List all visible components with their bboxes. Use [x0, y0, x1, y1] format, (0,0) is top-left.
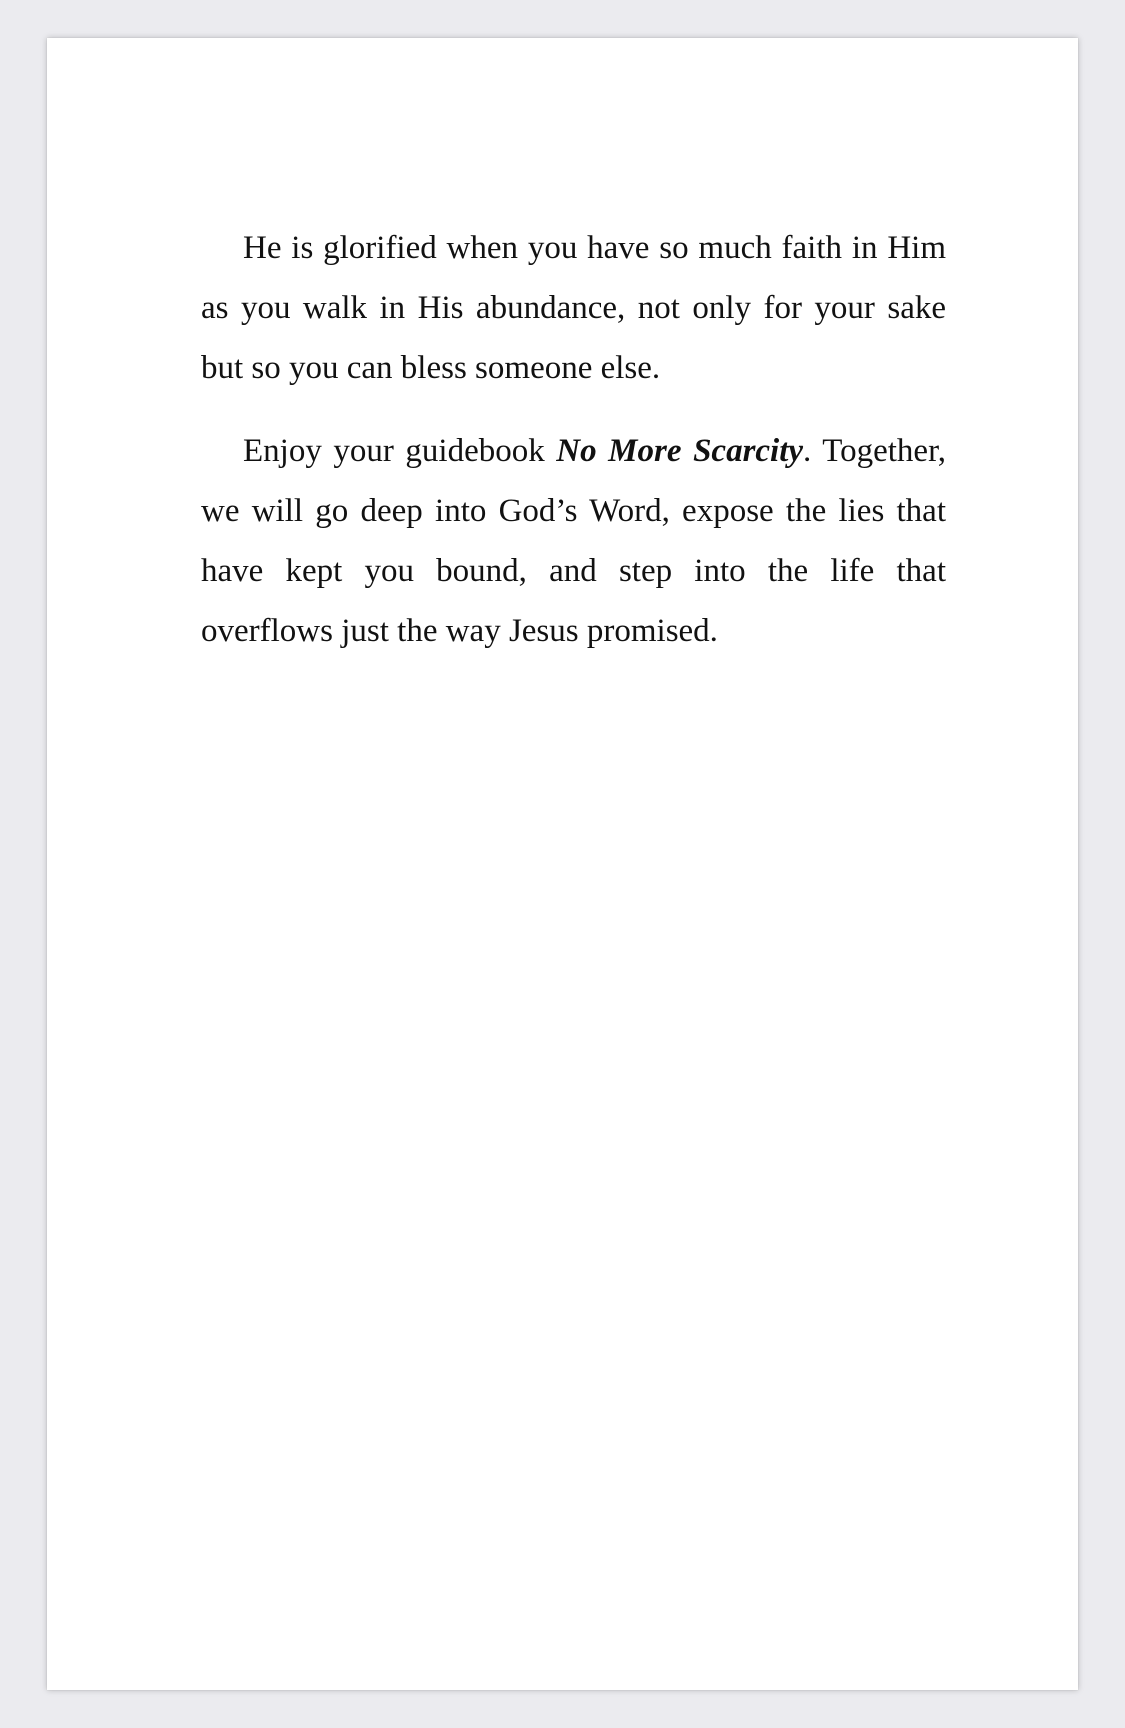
paragraph-guidebook-lead: Enjoy your guidebook: [243, 433, 557, 469]
document-page: [47, 38, 1078, 1690]
book-title: No More Scarcity: [556, 433, 804, 469]
paragraph-guidebook: [201, 421, 946, 661]
page-body: [201, 218, 946, 661]
paragraph-glorified: [201, 218, 946, 398]
paragraph-guidebook-rest: . Together, we will go deep into God’s Word, expose the lies that have kept you bound, and step into the life that overflows just the way Jesus promised.: [201, 433, 946, 649]
paragraph-glorified-text: He is glorified when you have so much faith in Him as you walk in His abundance, not only for your sake but so you can bless someone else.: [201, 230, 946, 386]
